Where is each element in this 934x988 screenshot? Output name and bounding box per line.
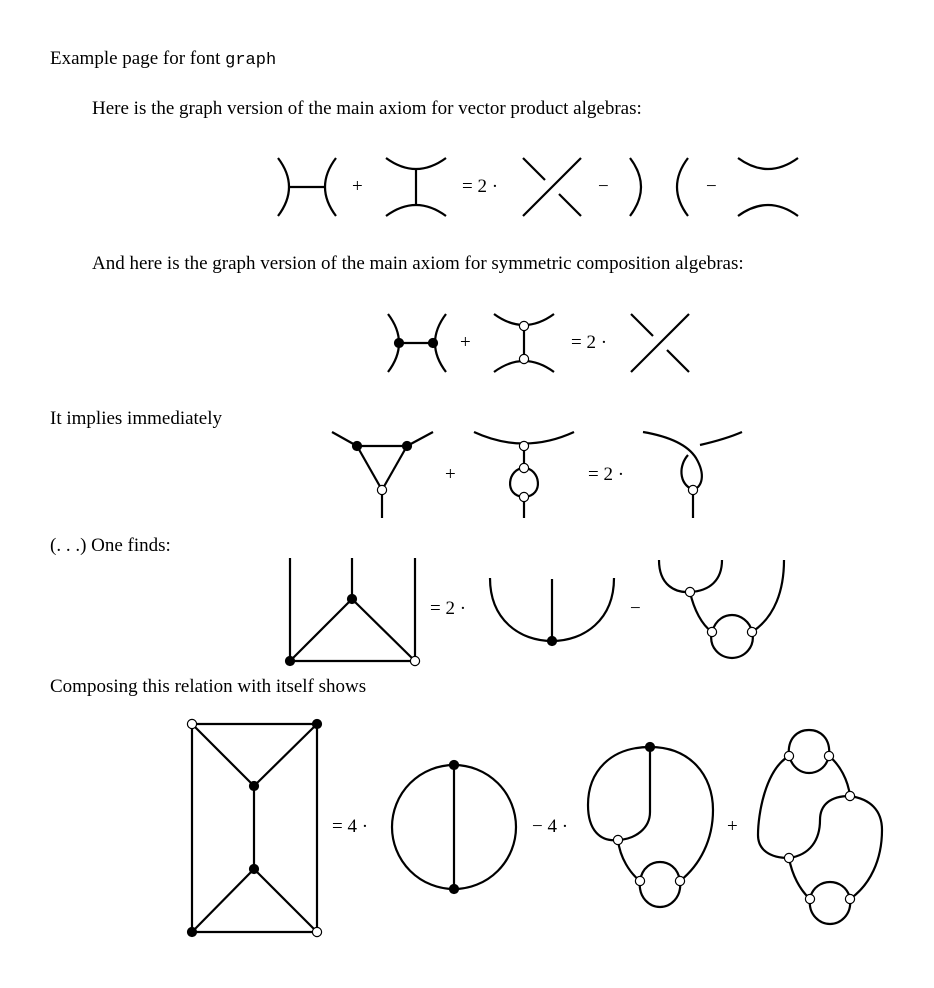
equals-two: = 2 · <box>571 332 608 353</box>
minus-sign: − <box>598 176 609 197</box>
black-vertex <box>352 441 361 450</box>
white-vertex <box>688 485 697 494</box>
white-vertex <box>707 627 716 636</box>
black-vertex <box>449 884 458 893</box>
equals-two: = 2 · <box>462 176 499 197</box>
minus-sign: − <box>630 598 641 619</box>
paragraph-composing: Composing this relation with itself shows <box>50 676 367 697</box>
equals-two: = 2 · <box>430 598 467 619</box>
graph-theta <box>385 758 525 898</box>
graph-i-edge <box>380 150 455 225</box>
white-vertex <box>845 894 854 903</box>
graph-cup-with-stem <box>480 570 625 655</box>
white-vertex <box>747 627 756 636</box>
page-title <box>50 48 276 72</box>
black-vertex <box>547 636 556 645</box>
black-vertex <box>394 338 403 347</box>
black-vertex <box>645 742 654 751</box>
title-text: Example page for font <box>50 48 226 69</box>
graph-triangle <box>325 425 440 525</box>
graph-parallel-vertical <box>622 150 697 225</box>
graph-h-edge <box>270 150 345 225</box>
white-vertex <box>675 876 684 885</box>
paragraph-symmetric-composition: And here is the graph version of the main axiom for symmetric composition algebras: <box>92 253 744 274</box>
title-font-name: graph <box>225 51 277 70</box>
graph-double-bubble <box>750 725 890 930</box>
white-vertex <box>312 927 321 936</box>
plus-sign: + <box>460 332 471 353</box>
graph-cups-bubble <box>650 555 795 665</box>
plus-sign: + <box>445 464 456 485</box>
paragraph-vector-product: Here is the graph version of the main axiom for vector product algebras: <box>92 98 642 119</box>
paragraph-one-finds: (. . .) One finds: <box>50 535 171 556</box>
graph-parallel-horizontal <box>732 150 807 225</box>
white-vertex <box>613 835 622 844</box>
white-vertex <box>519 441 528 450</box>
white-vertex <box>187 719 196 728</box>
white-vertex <box>824 751 833 760</box>
graph-box-triangle <box>280 555 425 670</box>
black-vertex <box>312 719 321 728</box>
graph-h-edge-black-vertices <box>380 306 455 381</box>
black-vertex <box>187 927 196 936</box>
minus-four: − 4 · <box>532 816 569 837</box>
black-vertex <box>428 338 437 347</box>
paragraph-implies: It implies immediately <box>50 408 223 429</box>
white-vertex <box>805 894 814 903</box>
black-vertex <box>402 441 411 450</box>
black-vertex <box>285 656 294 665</box>
white-vertex <box>377 485 386 494</box>
white-vertex <box>519 354 528 363</box>
equals-two: = 2 · <box>588 464 625 485</box>
white-vertex <box>519 463 528 472</box>
white-vertex <box>784 853 793 862</box>
graph-crossing <box>623 306 698 381</box>
graph-prism <box>180 712 330 942</box>
plus-sign: + <box>727 816 738 837</box>
graph-twisted-loop <box>636 425 751 525</box>
equals-four: = 4 · <box>332 816 369 837</box>
graph-crossing <box>515 150 590 225</box>
white-vertex <box>410 656 419 665</box>
graph-i-edge-white-vertices <box>488 306 563 381</box>
white-vertex <box>784 751 793 760</box>
graph-loop-with-bubble <box>580 740 720 915</box>
black-vertex <box>249 781 258 790</box>
white-vertex <box>845 791 854 800</box>
black-vertex <box>249 864 258 873</box>
white-vertex <box>685 587 694 596</box>
white-vertex <box>519 492 528 501</box>
graph-bubble <box>470 425 580 525</box>
black-vertex <box>449 760 458 769</box>
black-vertex <box>347 594 356 603</box>
minus-sign: − <box>706 176 717 197</box>
white-vertex <box>519 321 528 330</box>
plus-sign: + <box>352 176 363 197</box>
white-vertex <box>635 876 644 885</box>
